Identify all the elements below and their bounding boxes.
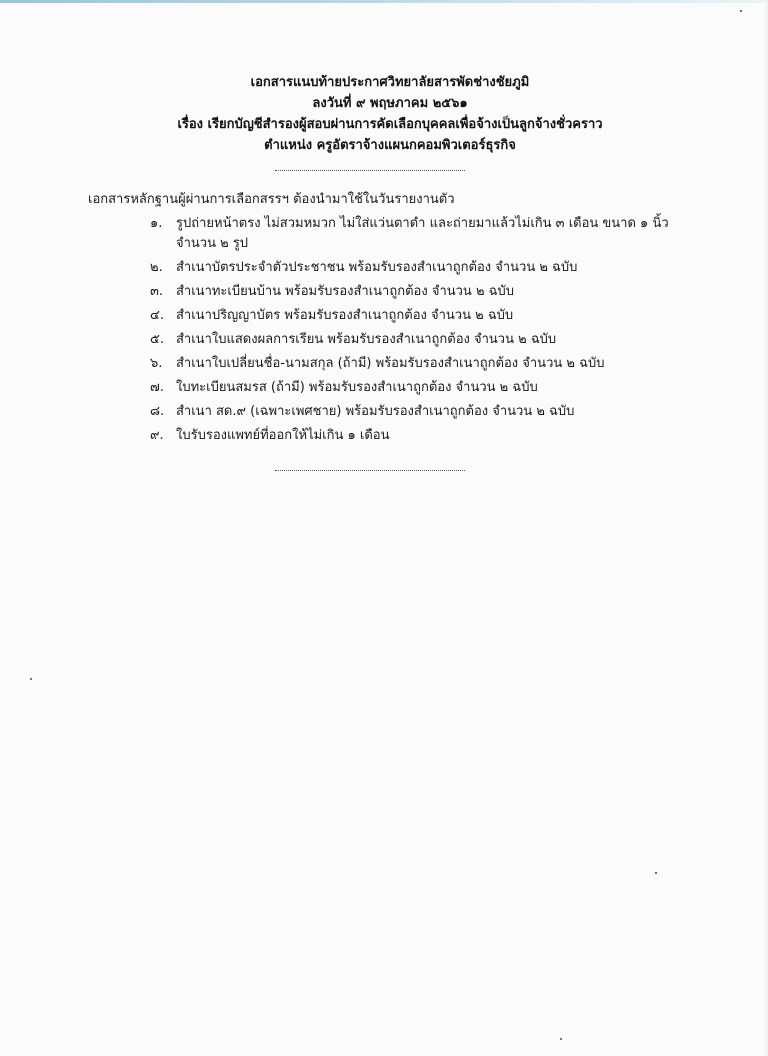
scan-speck — [740, 10, 742, 12]
item-number: ๘. — [150, 404, 165, 419]
item-text: ใบทะเบียนสมรส (ถ้ามี) พร้อมรับรองสำเนาถูกต้อง จำนวน ๒ ฉบับ — [176, 380, 538, 395]
item-number: ๔. — [150, 308, 164, 323]
item-number: ๓. — [150, 284, 164, 299]
required-documents-list — [150, 214, 670, 450]
list-item — [150, 330, 670, 350]
item-text: สำเนาปริญญาบัตร พร้อมรับรองสำเนาถูกต้อง จำนวน ๒ ฉบับ — [176, 308, 514, 323]
header-subject: เรื่อง เรียกบัญชีสำรองผู้สอบผ่านการคัดเลือกบุคคลเพื่อจ้างเป็นลูกจ้างชั่วคราว — [177, 117, 603, 132]
item-text: สำเนา สด.๙ (เฉพาะเพศชาย) พร้อมรับรองสำเนาถูกต้อง จำนวน ๒ ฉบับ — [176, 404, 575, 419]
list-item — [150, 378, 670, 398]
dotted-separator — [275, 170, 465, 171]
item-number: ๗. — [150, 380, 164, 395]
header-position: ตำแหน่ง ครูอัตราจ้างแผนกคอมพิวเตอร์ธุรกิจ — [264, 138, 516, 153]
item-number: ๖. — [150, 356, 163, 371]
item-number: ๑. — [150, 216, 163, 231]
item-text: รูปถ่ายหน้าตรง ไม่สวมหมวก ไม่ใส่แว่นตาดำ และถ่ายมาแล้วไม่เกิน ๓ เดือน ขนาด ๑ นิ้ว จำนวน ๒ รูป — [176, 216, 669, 251]
scan-speck — [560, 1038, 562, 1040]
item-text: ใบรับรองแพทย์ที่ออกให้ไม่เกิน ๑ เดือน — [176, 428, 390, 443]
scan-edge — [0, 0, 768, 3]
header-title: เอกสารแนบท้ายประกาศวิทยาลัยสารพัดช่างชัยภูมิ — [250, 75, 530, 90]
list-item — [150, 402, 670, 422]
item-text: สำเนาใบเปลี่ยนชื่อ-นามสกุล (ถ้ามี) พร้อมรับรองสำเนาถูกต้อง จำนวน ๒ ฉบับ — [176, 356, 605, 371]
scan-speck — [655, 872, 657, 874]
list-item — [150, 354, 670, 374]
list-item — [150, 214, 670, 254]
list-item — [150, 306, 670, 326]
list-item — [150, 426, 670, 446]
document-header — [80, 72, 700, 156]
item-text: สำเนาบัตรประจำตัวประชาชน พร้อมรับรองสำเนาถูกต้อง จำนวน ๒ ฉบับ — [176, 260, 578, 275]
item-number: ๒. — [150, 260, 163, 275]
list-item — [150, 282, 670, 302]
intro-text: เอกสารหลักฐานผู้ผ่านการเลือกสรรฯ ต้องนำมาใช้ในวันรายงานตัว — [88, 192, 455, 207]
item-number: ๕. — [150, 332, 164, 347]
scan-speck — [30, 678, 32, 680]
dotted-separator — [275, 470, 465, 471]
item-text: สำเนาใบแสดงผลการเรียน พร้อมรับรองสำเนาถูกต้อง จำนวน ๒ ฉบับ — [176, 332, 557, 347]
list-item — [150, 258, 670, 278]
item-text: สำเนาทะเบียนบ้าน พร้อมรับรองสำเนาถูกต้อง จำนวน ๒ ฉบับ — [176, 284, 515, 299]
item-number: ๙. — [150, 428, 164, 443]
header-date: ลงวันที่ ๙ พฤษภาคม ๒๕๖๑ — [312, 96, 468, 111]
